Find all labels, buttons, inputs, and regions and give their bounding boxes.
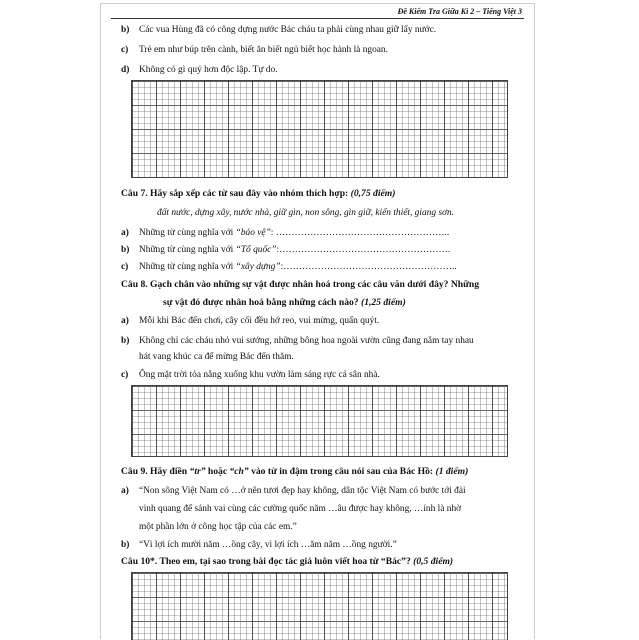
exam-page	[100, 3, 535, 639]
option-label: c)	[121, 45, 129, 55]
question-9-title: Câu 9. Hãy điền “tr” hoặc “ch” vào từ in đậm trong câu nói sau của Bác Hồ: (1 điểm)	[121, 466, 469, 477]
question-9-item-b: b) “Vì lợi ích mười năm …ồng cây, vì lợi ích …ăm năm …ồng người.”	[121, 540, 397, 550]
question-7-item-b: b) Những từ cùng nghĩa với “Tổ quốc”:……………………………………………….	[121, 245, 451, 255]
header-rule	[111, 18, 524, 19]
question-9-item-a: a) “Non sông Việt Nam có …ở nên tươi đẹp hay không, dân tộc Việt Nam có bước tới đài	[121, 486, 466, 496]
top-item-d	[121, 64, 278, 76]
question-8-item-c: c) Ông mặt trời tỏa nắng xuống khu vườn làm sáng rực cả sân nhà.	[121, 370, 380, 380]
option-text: Không có gì quý hơn độc lập. Tự do.	[139, 65, 278, 75]
top-item-c	[121, 44, 388, 56]
question-7-words: đất nước, dựng xây, nước nhà, giữ gìn, non sông, gìn giữ, kiến thiết, giang sơn.	[157, 208, 455, 218]
question-8-item-a: a) Mỗi khi Bác đến chơi, cây cối đều hớ reo, vui mừng, quấn quýt.	[121, 316, 380, 326]
answer-grid-3[interactable]	[131, 572, 508, 640]
question-7-item-a: a) Những từ cùng nghĩa với “bảo vệ”: ………………………………………………..	[121, 228, 450, 238]
question-8-title-line1: Câu 8. Gạch chân vào những sự vật được nhân hoá trong các câu văn dưới đây? Những	[121, 279, 480, 290]
question-8-item-b-cont: hát vang khúc ca để mừng Bác đến thăm.	[139, 352, 294, 362]
question-9-item-a-cont2: một phần lớn ở công học tập của các em.”	[139, 522, 297, 532]
question-9-item-a-cont1: vinh quang để sánh vai cùng các cường quốc năm …âu được hay không, …ính là nhờ	[139, 504, 462, 514]
question-10-points: (0,5 điểm)	[413, 556, 454, 567]
page-header: Đề Kiểm Tra Giữa Kì 2 – Tiếng Việt 3	[397, 7, 522, 16]
question-10-title: Câu 10*. Theo em, tại sao trong bài đọc tác giả luôn viết hoa từ “Bác”? (0,5 điểm)	[121, 556, 454, 567]
question-7-points: (0,75 điểm)	[350, 188, 396, 199]
top-item-b	[121, 24, 436, 36]
option-text: Các vua Hùng đã có công dựng nước Bác cháu ta phải cùng nhau giữ lấy nước.	[139, 25, 437, 35]
question-8-item-b: b) Không chỉ các cháu nhỏ vui sướng, những bông hoa ngoài vườn cũng đang nắm tay nhau	[121, 336, 474, 346]
question-8-points: (1,25 điểm)	[361, 297, 406, 308]
question-7-title: Câu 7. Hãy sắp xếp các từ sau đây vào nhóm thích hợp: (0,75 điểm)	[121, 188, 396, 199]
question-8-title-line2: sự vật đó được nhân hoá bằng những cách nào? (1,25 điểm)	[163, 297, 406, 308]
option-text: Trẻ em như búp trên cành, biết ăn biết ngủ biết học hành là ngoan.	[139, 45, 388, 55]
answer-grid-2[interactable]	[131, 385, 508, 457]
question-9-points: (1 điểm)	[435, 466, 469, 477]
question-7-item-c: c) Những từ cùng nghĩa với “xây dựng”:………………………………………………..	[121, 262, 457, 272]
option-label: d)	[121, 65, 130, 75]
answer-grid-1[interactable]	[131, 80, 508, 178]
option-label: b)	[121, 25, 130, 35]
